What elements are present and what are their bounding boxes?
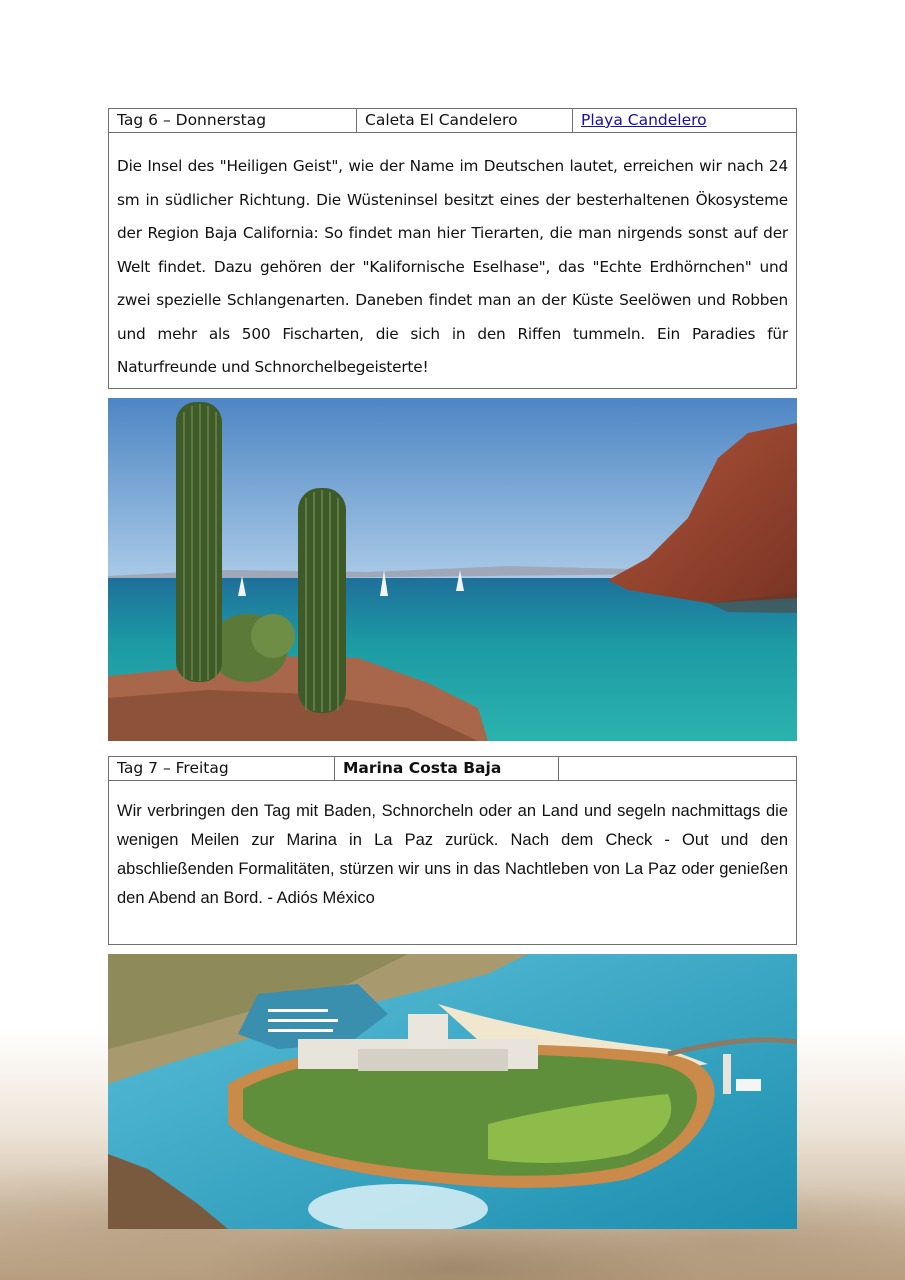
day6-description: Die Insel des "Heiligen Geist", wie der Name im Deutschen lautet, erreichen wir nach 24 sm in südlicher Richtung. Die Wüsteninsel besitzt eines der besterhaltenen Ökosysteme der Region Baja California: So findet man hier Tierarten, die man nirgends sonst auf der Welt findet. Dazu gehören der "Kalifornische Eselhase", das "Echte Erdhörnchen" und zwei spezielle Schlangenarten. Daneben findet man an der Küste Seelöwen und Robben und mehr als 500 Fischarten, die sich in den Riffen tummeln. Ein Paradies für Naturfreunde und Schnorchelbegeisterte! xyxy=(117,157,788,376)
cactus-bay-photo xyxy=(108,398,797,741)
playa-candelero-link[interactable]: Playa Candelero xyxy=(581,111,707,129)
day6-header-row xyxy=(109,109,796,133)
day6-link-cell xyxy=(573,109,796,132)
day7-header-row xyxy=(109,757,796,781)
day7-day-label: Tag 7 – Freitag xyxy=(109,757,335,780)
marina-aerial-photo xyxy=(108,954,797,1229)
day7-location: Marina Costa Baja xyxy=(335,757,559,780)
day7-description: Wir verbringen den Tag mit Baden, Schnorcheln oder an Land und segeln nachmittags die wenigen Meilen zur Marina in La Paz zurück. Nach dem Check - Out und den abschließenden Formalitäten, stürzen wir uns in das Nachtleben von La Paz oder genießen den Abend an Bord. - Adiós México xyxy=(117,802,788,907)
day6-location: Caleta El Candelero xyxy=(357,109,573,132)
day6-table xyxy=(108,108,797,389)
day6-day-label: Tag 6 – Donnerstag xyxy=(109,109,357,132)
day7-empty-cell xyxy=(559,757,796,780)
day7-table xyxy=(108,756,797,945)
